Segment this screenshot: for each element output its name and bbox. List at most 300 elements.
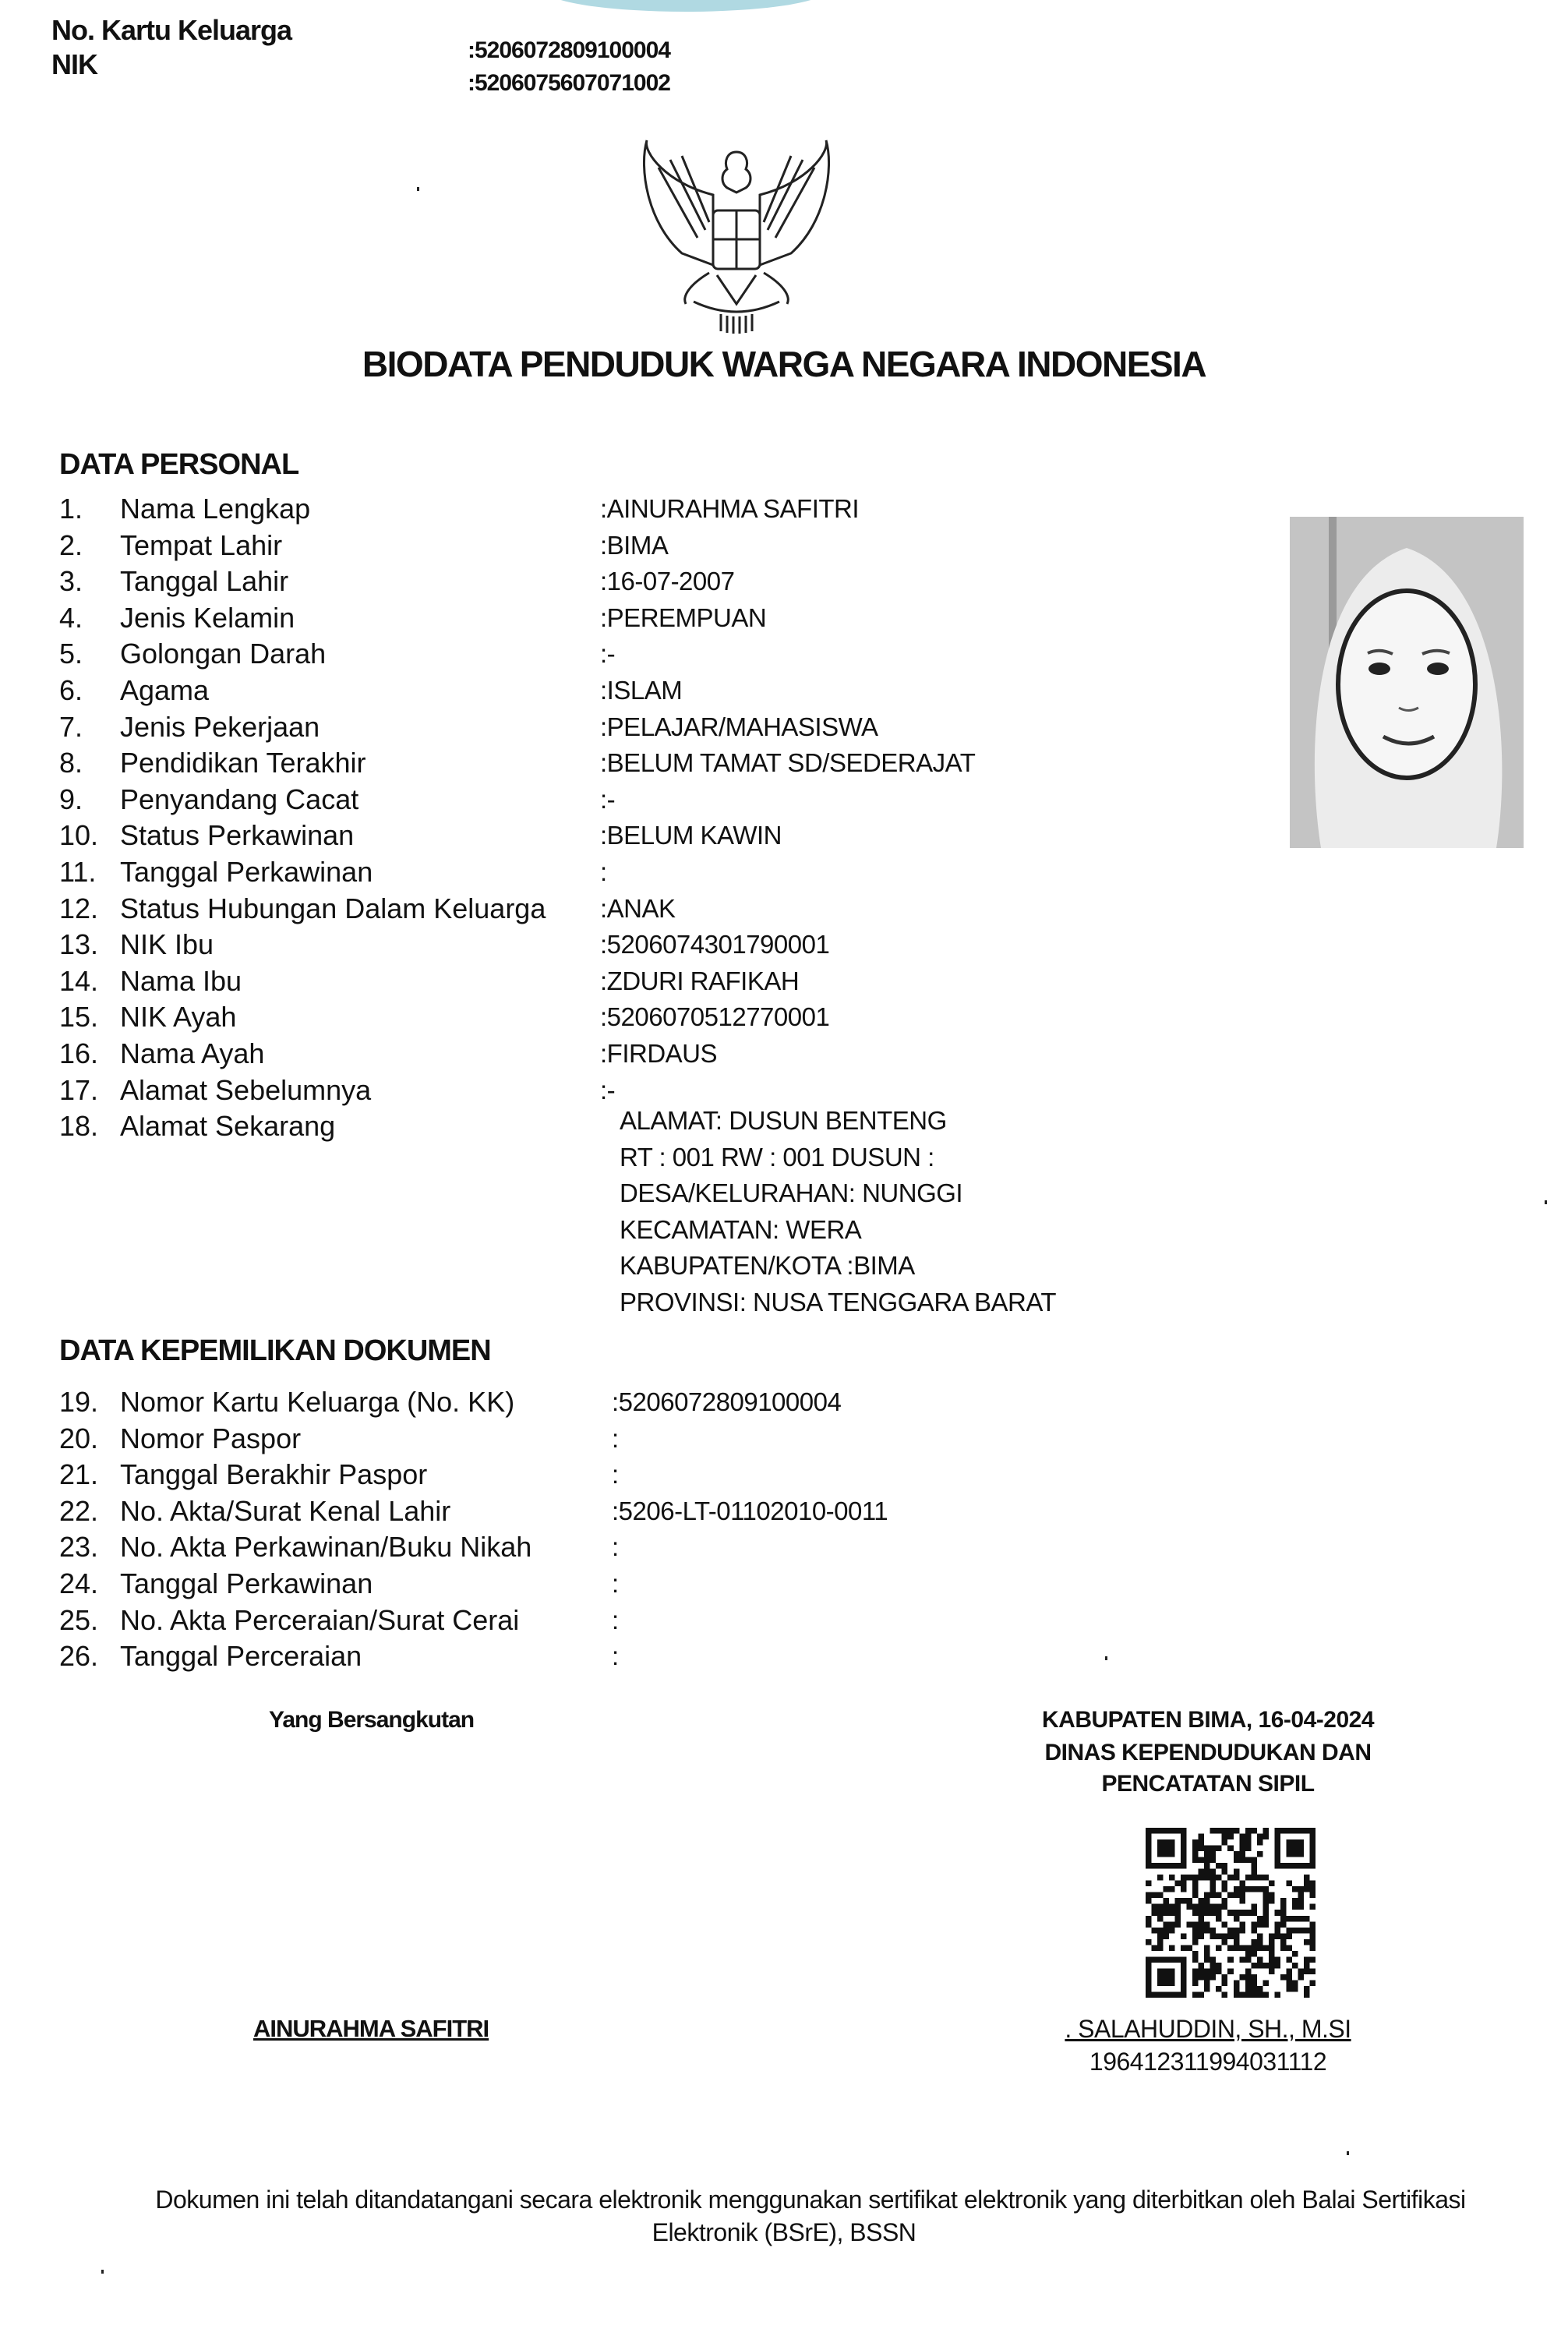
qr-module <box>1257 1851 1263 1857</box>
qr-module <box>1227 1875 1234 1881</box>
qr-module <box>1234 1928 1240 1934</box>
qr-module <box>1152 1928 1158 1934</box>
qr-module <box>1234 1857 1240 1864</box>
field-value: :BELUM TAMAT SD/SEDERAJAT <box>600 748 976 778</box>
field-row <box>59 1108 335 1144</box>
qr-module <box>1222 1863 1228 1869</box>
qr-module <box>1251 1986 1257 1992</box>
qr-module <box>1251 1951 1257 1957</box>
footer-line-2: Elektronik (BSrE), BSSN <box>652 2218 916 2246</box>
qr-module <box>1164 1898 1170 1904</box>
office-line-1: DINAS KEPENDUDUKAN DAN <box>1044 1740 1372 1765</box>
qr-module <box>1298 1974 1304 1981</box>
qr-module <box>1192 1875 1199 1881</box>
address-line: DESA/KELURAHAN: NUNGGI <box>620 1179 963 1207</box>
field-row <box>59 1073 371 1108</box>
field-value: :16-07-2007 <box>600 567 735 596</box>
qr-module <box>1309 1904 1315 1910</box>
qr-module <box>1263 1921 1269 1928</box>
qr-module <box>1234 1828 1240 1834</box>
qr-module <box>1239 1910 1245 1916</box>
qr-module <box>1204 1898 1210 1904</box>
qr-module <box>1210 1886 1217 1892</box>
qr-module <box>1210 1892 1217 1899</box>
document-title: BIODATA PENDUDUK WARGA NEGARA INDONESIA <box>362 344 1206 384</box>
qr-module <box>1204 1945 1210 1951</box>
qr-module <box>1245 1991 1252 1998</box>
qr-module <box>1175 1904 1181 1910</box>
qr-module <box>1269 1892 1275 1899</box>
qr-module <box>1192 1991 1199 1998</box>
qr-module <box>1227 1828 1234 1834</box>
field-number: 11. <box>59 856 97 888</box>
qr-module <box>1269 1956 1275 1963</box>
field-value: :- <box>600 639 616 669</box>
qr-module <box>1269 1939 1275 1945</box>
qr-module <box>1286 1968 1292 1974</box>
qr-module <box>1222 1974 1228 1981</box>
qr-module <box>1309 1933 1315 1939</box>
qr-module <box>1199 1869 1205 1875</box>
qr-module <box>1280 1898 1287 1904</box>
qr-module <box>1245 1968 1252 1974</box>
qr-module <box>1199 1991 1205 1998</box>
qr-module <box>1239 1898 1245 1904</box>
official-nip: 196412311994031112 <box>1089 2048 1327 2076</box>
field-value: :ZDURI RAFIKAH <box>600 966 800 995</box>
qr-module <box>1181 1945 1187 1951</box>
qr-module <box>1157 1916 1164 1922</box>
qr-module <box>1192 1881 1199 1887</box>
qr-module <box>1286 1928 1292 1934</box>
qr-module <box>1199 1839 1205 1846</box>
qr-module <box>1280 1945 1287 1951</box>
qr-module <box>1192 1956 1199 1963</box>
qr-module <box>1263 1980 1269 1986</box>
qr-module <box>1280 1974 1287 1981</box>
qr-module <box>1169 1875 1175 1881</box>
qr-module <box>1192 1857 1199 1864</box>
qr-module <box>1298 1886 1304 1892</box>
qr-module <box>1239 1945 1245 1951</box>
field-number: 8. <box>59 747 83 779</box>
kk-value: :5206072809100004 <box>468 37 670 63</box>
qr-module <box>1251 1904 1257 1910</box>
qr-module <box>1292 1916 1298 1922</box>
official-name: . SALAHUDDIN, SH., M.SI <box>1065 2015 1351 2043</box>
qr-module <box>1280 1916 1287 1922</box>
field-value: : <box>612 1605 619 1634</box>
qr-module <box>1234 1986 1240 1992</box>
qr-module <box>1204 1846 1210 1852</box>
qr-module <box>1222 1921 1228 1928</box>
signatory-left-title: Yang Bersangkutan <box>269 1707 475 1733</box>
field-row <box>59 600 295 636</box>
qr-module <box>1239 1846 1245 1852</box>
field-row <box>59 999 236 1035</box>
qr-module <box>1222 1898 1228 1904</box>
field-label: Alamat Sekarang <box>120 1110 336 1143</box>
qr-module <box>1245 1875 1252 1881</box>
scan-artifact <box>546 0 826 12</box>
qr-module <box>1245 1886 1252 1892</box>
qr-module <box>1181 1881 1187 1887</box>
field-row <box>59 745 366 781</box>
qr-module <box>1210 1928 1217 1934</box>
qr-module <box>1269 1968 1275 1974</box>
qr-module <box>1199 1963 1205 1969</box>
field-number: 5. <box>59 638 83 670</box>
qr-module <box>1286 1945 1292 1951</box>
qr-module <box>1175 1898 1181 1904</box>
qr-module <box>1245 1951 1252 1957</box>
field-value: : <box>612 1641 619 1671</box>
qr-module <box>1245 1945 1252 1951</box>
qr-module <box>1222 1904 1228 1910</box>
qr-module <box>1210 1910 1217 1916</box>
qr-module <box>1292 1904 1298 1910</box>
qr-module <box>1309 1956 1315 1963</box>
qr-module <box>1257 1933 1263 1939</box>
qr-module <box>1245 1980 1252 1986</box>
field-number: 24. <box>59 1567 99 1599</box>
qr-module <box>1292 1898 1298 1904</box>
scan-speck <box>1105 1656 1107 1660</box>
field-number: 19. <box>59 1386 99 1418</box>
address-line: KECAMATAN: WERA <box>620 1214 862 1244</box>
qr-module <box>1309 1881 1315 1887</box>
field-label: Jenis Kelamin <box>120 601 295 634</box>
qr-code-icon <box>1146 1828 1315 1998</box>
qr-module <box>1234 1869 1240 1875</box>
qr-module <box>1280 1904 1287 1910</box>
qr-module <box>1222 1834 1228 1840</box>
qr-module <box>1239 1886 1245 1892</box>
qr-module <box>1245 1839 1252 1846</box>
qr-module <box>1227 1910 1234 1916</box>
field-row <box>59 1036 264 1072</box>
qr-module <box>1304 1886 1310 1892</box>
qr-module <box>1204 1951 1210 1957</box>
qr-module <box>1292 1886 1298 1892</box>
qr-module <box>1152 1892 1158 1899</box>
qr-module <box>1245 1828 1252 1834</box>
qr-module <box>1234 1910 1240 1916</box>
qr-module <box>1210 1904 1217 1910</box>
nik-value: :5206075607071002 <box>468 70 670 96</box>
field-number: 23. <box>59 1531 99 1564</box>
field-number: 12. <box>59 892 99 924</box>
qr-module <box>1286 1986 1292 1992</box>
qr-module <box>1234 1851 1240 1857</box>
qr-module <box>1199 1968 1205 1974</box>
qr-module <box>1152 1910 1158 1916</box>
qr-module <box>1157 1945 1164 1951</box>
qr-module <box>1251 1945 1257 1951</box>
qr-module <box>1175 1916 1181 1922</box>
section-personal-title: DATA PERSONAL <box>59 448 299 481</box>
qr-module <box>1152 1904 1158 1910</box>
qr-module <box>1181 1886 1187 1892</box>
address-line: KABUPATEN/KOTA :BIMA <box>620 1251 915 1280</box>
qr-module <box>1227 1945 1234 1951</box>
field-label: Alamat Sebelumnya <box>120 1073 372 1106</box>
qr-module <box>1222 1828 1228 1834</box>
field-label: No. Akta Perceraian/Surat Cerai <box>120 1603 520 1636</box>
qr-module <box>1280 1910 1287 1916</box>
qr-module <box>1227 1933 1234 1939</box>
qr-module <box>1251 1928 1257 1934</box>
qr-module <box>1210 1857 1217 1864</box>
qr-module <box>1257 1939 1263 1945</box>
field-label: Penyandang Cacat <box>120 783 359 815</box>
qr-module <box>1257 1945 1263 1951</box>
qr-module <box>1227 1846 1234 1852</box>
qr-module <box>1199 1904 1205 1910</box>
qr-module <box>1187 1921 1193 1928</box>
qr-module <box>1263 1828 1269 1834</box>
qr-module <box>1257 1956 1263 1963</box>
qr-module <box>1204 1904 1210 1910</box>
qr-module <box>1152 1945 1158 1951</box>
qr-module <box>1192 1974 1199 1981</box>
qr-module <box>1274 1991 1280 1998</box>
qr-module <box>1257 1839 1263 1846</box>
qr-module <box>1146 1881 1152 1887</box>
field-label: Tanggal Lahir <box>120 565 289 598</box>
qr-module <box>1227 1956 1234 1963</box>
qr-module <box>1245 1956 1252 1963</box>
scan-speck <box>1545 1200 1547 1204</box>
field-label: Status Perkawinan <box>120 819 355 852</box>
qr-module <box>1298 1892 1304 1899</box>
field-number: 21. <box>59 1458 99 1491</box>
qr-module <box>1146 1916 1152 1922</box>
qr-module <box>1263 1892 1269 1899</box>
qr-module <box>1199 1846 1205 1852</box>
qr-module <box>1304 1928 1310 1934</box>
qr-module <box>1192 1928 1199 1934</box>
scan-speck <box>101 2270 104 2274</box>
qr-module <box>1286 1916 1292 1922</box>
office-line-2: PENCATATAN SIPIL <box>1101 1771 1315 1797</box>
qr-module <box>1245 1846 1252 1852</box>
field-row <box>59 528 282 564</box>
qr-module <box>1251 1991 1257 1998</box>
field-label: Nama Ayah <box>120 1037 265 1069</box>
field-number: 14. <box>59 964 99 997</box>
qr-module <box>1164 1933 1170 1939</box>
qr-module <box>1187 1875 1193 1881</box>
qr-module <box>1204 1851 1210 1857</box>
qr-module <box>1222 1839 1228 1846</box>
field-label: Tanggal Perkawinan <box>120 856 373 888</box>
qr-module <box>1216 1986 1222 1992</box>
qr-module <box>1227 1928 1234 1934</box>
qr-module <box>1292 1951 1298 1957</box>
qr-module <box>1216 1910 1222 1916</box>
nik-label: NIK <box>51 48 97 80</box>
qr-module <box>1239 1974 1245 1981</box>
portrait-photo-icon <box>1290 517 1524 848</box>
field-number: 16. <box>59 1037 99 1069</box>
qr-module <box>1239 1928 1245 1934</box>
field-row <box>59 636 326 672</box>
qr-module <box>1210 1974 1217 1981</box>
qr-module <box>1199 1928 1205 1934</box>
field-value: : <box>612 1460 619 1490</box>
address-line: RT : 001 RW : 001 DUSUN : <box>620 1142 934 1171</box>
qr-module <box>1199 1875 1205 1881</box>
qr-module <box>1146 1898 1152 1904</box>
field-value: : <box>612 1569 619 1598</box>
qr-module <box>1157 1892 1164 1899</box>
field-value: :5206072809100004 <box>612 1387 842 1416</box>
field-row <box>59 818 354 853</box>
qr-module <box>1192 1851 1199 1857</box>
qr-module <box>1222 1881 1228 1887</box>
field-number: 7. <box>59 710 83 743</box>
qr-module <box>1222 1991 1228 1998</box>
field-number: 3. <box>59 565 83 598</box>
qr-module <box>1234 1939 1240 1945</box>
qr-module <box>1251 1974 1257 1981</box>
qr-module <box>1286 1980 1292 1986</box>
qr-module <box>1269 1963 1275 1969</box>
qr-module <box>1263 1898 1269 1904</box>
qr-module <box>1239 1892 1245 1899</box>
qr-module <box>1234 1892 1240 1899</box>
field-value: : <box>612 1423 619 1453</box>
qr-module <box>1199 1898 1205 1904</box>
qr-module <box>1164 1928 1170 1934</box>
qr-module <box>1309 1980 1315 1986</box>
field-row <box>59 709 320 745</box>
qr-module <box>1257 1921 1263 1928</box>
qr-module <box>1210 1869 1217 1875</box>
field-label: No. Akta Perkawinan/Buku Nikah <box>120 1531 532 1564</box>
qr-module <box>1269 1933 1275 1939</box>
qr-module <box>1263 1991 1269 1998</box>
qr-module <box>1251 1886 1257 1892</box>
qr-module <box>1304 1956 1310 1963</box>
qr-module <box>1210 1828 1217 1834</box>
qr-module <box>1251 1910 1257 1916</box>
qr-module <box>1216 1916 1222 1922</box>
qr-module <box>1216 1875 1222 1881</box>
section-documents-title: DATA KEPEMILIKAN DOKUMEN <box>59 1334 491 1367</box>
field-number: 6. <box>59 674 83 706</box>
field-row <box>59 491 310 527</box>
qr-module <box>1192 1939 1199 1945</box>
qr-finder <box>1286 1839 1304 1857</box>
qr-module <box>1164 1910 1170 1916</box>
qr-module <box>1234 1916 1240 1922</box>
field-label: Nomor Paspor <box>120 1422 302 1454</box>
qr-module <box>1251 1869 1257 1875</box>
qr-module <box>1304 1991 1310 1998</box>
qr-module <box>1251 1921 1257 1928</box>
qr-module <box>1263 1904 1269 1910</box>
qr-module <box>1210 1963 1217 1969</box>
qr-module <box>1222 1980 1228 1986</box>
field-row <box>59 927 214 963</box>
qr-module <box>1239 1839 1245 1846</box>
qr-module <box>1222 1886 1228 1892</box>
qr-module <box>1187 1904 1193 1910</box>
qr-finder <box>1157 1968 1175 1986</box>
qr-module <box>1269 1881 1275 1887</box>
qr-module <box>1263 1875 1269 1881</box>
qr-module <box>1157 1875 1164 1881</box>
qr-module <box>1309 1892 1315 1899</box>
qr-module <box>1286 1881 1292 1887</box>
qr-module <box>1269 1898 1275 1904</box>
field-row <box>59 564 288 599</box>
qr-module <box>1298 1898 1304 1904</box>
qr-module <box>1251 1857 1257 1864</box>
field-row <box>59 963 242 999</box>
qr-module <box>1210 1851 1217 1857</box>
qr-module <box>1199 1910 1205 1916</box>
field-label: Nama Ibu <box>120 964 242 997</box>
field-number: 2. <box>59 528 83 561</box>
qr-module <box>1257 1991 1263 1998</box>
qr-module <box>1169 1945 1175 1951</box>
qr-module <box>1204 1968 1210 1974</box>
qr-module <box>1169 1910 1175 1916</box>
field-value: :BIMA <box>600 530 669 560</box>
qr-module <box>1263 1963 1269 1969</box>
field-value: :ANAK <box>600 893 676 923</box>
qr-module <box>1304 1875 1310 1881</box>
qr-module <box>1192 1886 1199 1892</box>
qr-module <box>1210 1881 1217 1887</box>
qr-module <box>1304 1968 1310 1974</box>
qr-module <box>1234 1886 1240 1892</box>
qr-module <box>1146 1939 1152 1945</box>
qr-module <box>1309 1945 1315 1951</box>
qr-module <box>1157 1939 1164 1945</box>
qr-module <box>1204 1986 1210 1992</box>
qr-module <box>1227 1968 1234 1974</box>
qr-module <box>1216 1933 1222 1939</box>
qr-module <box>1292 1986 1298 1992</box>
qr-module <box>1286 1933 1292 1939</box>
qr-module <box>1199 1921 1205 1928</box>
qr-module <box>1251 1980 1257 1986</box>
qr-module <box>1216 1828 1222 1834</box>
place-date: KABUPATEN BIMA, 16-04-2024 <box>1042 1707 1374 1733</box>
field-row <box>59 1493 450 1529</box>
qr-module <box>1251 1863 1257 1869</box>
qr-module <box>1204 1928 1210 1934</box>
qr-module <box>1280 1921 1287 1928</box>
qr-module <box>1216 1846 1222 1852</box>
qr-module <box>1199 1916 1205 1922</box>
qr-module <box>1263 1916 1269 1922</box>
qr-module <box>1164 1886 1170 1892</box>
qr-module <box>1239 1857 1245 1864</box>
qr-module <box>1204 1863 1210 1869</box>
qr-module <box>1216 1963 1222 1969</box>
qr-module <box>1187 1898 1193 1904</box>
qr-module <box>1199 1933 1205 1939</box>
qr-module <box>1222 1939 1228 1945</box>
qr-module <box>1204 1892 1210 1899</box>
field-label: NIK Ibu <box>120 928 214 961</box>
qr-module <box>1239 1956 1245 1963</box>
